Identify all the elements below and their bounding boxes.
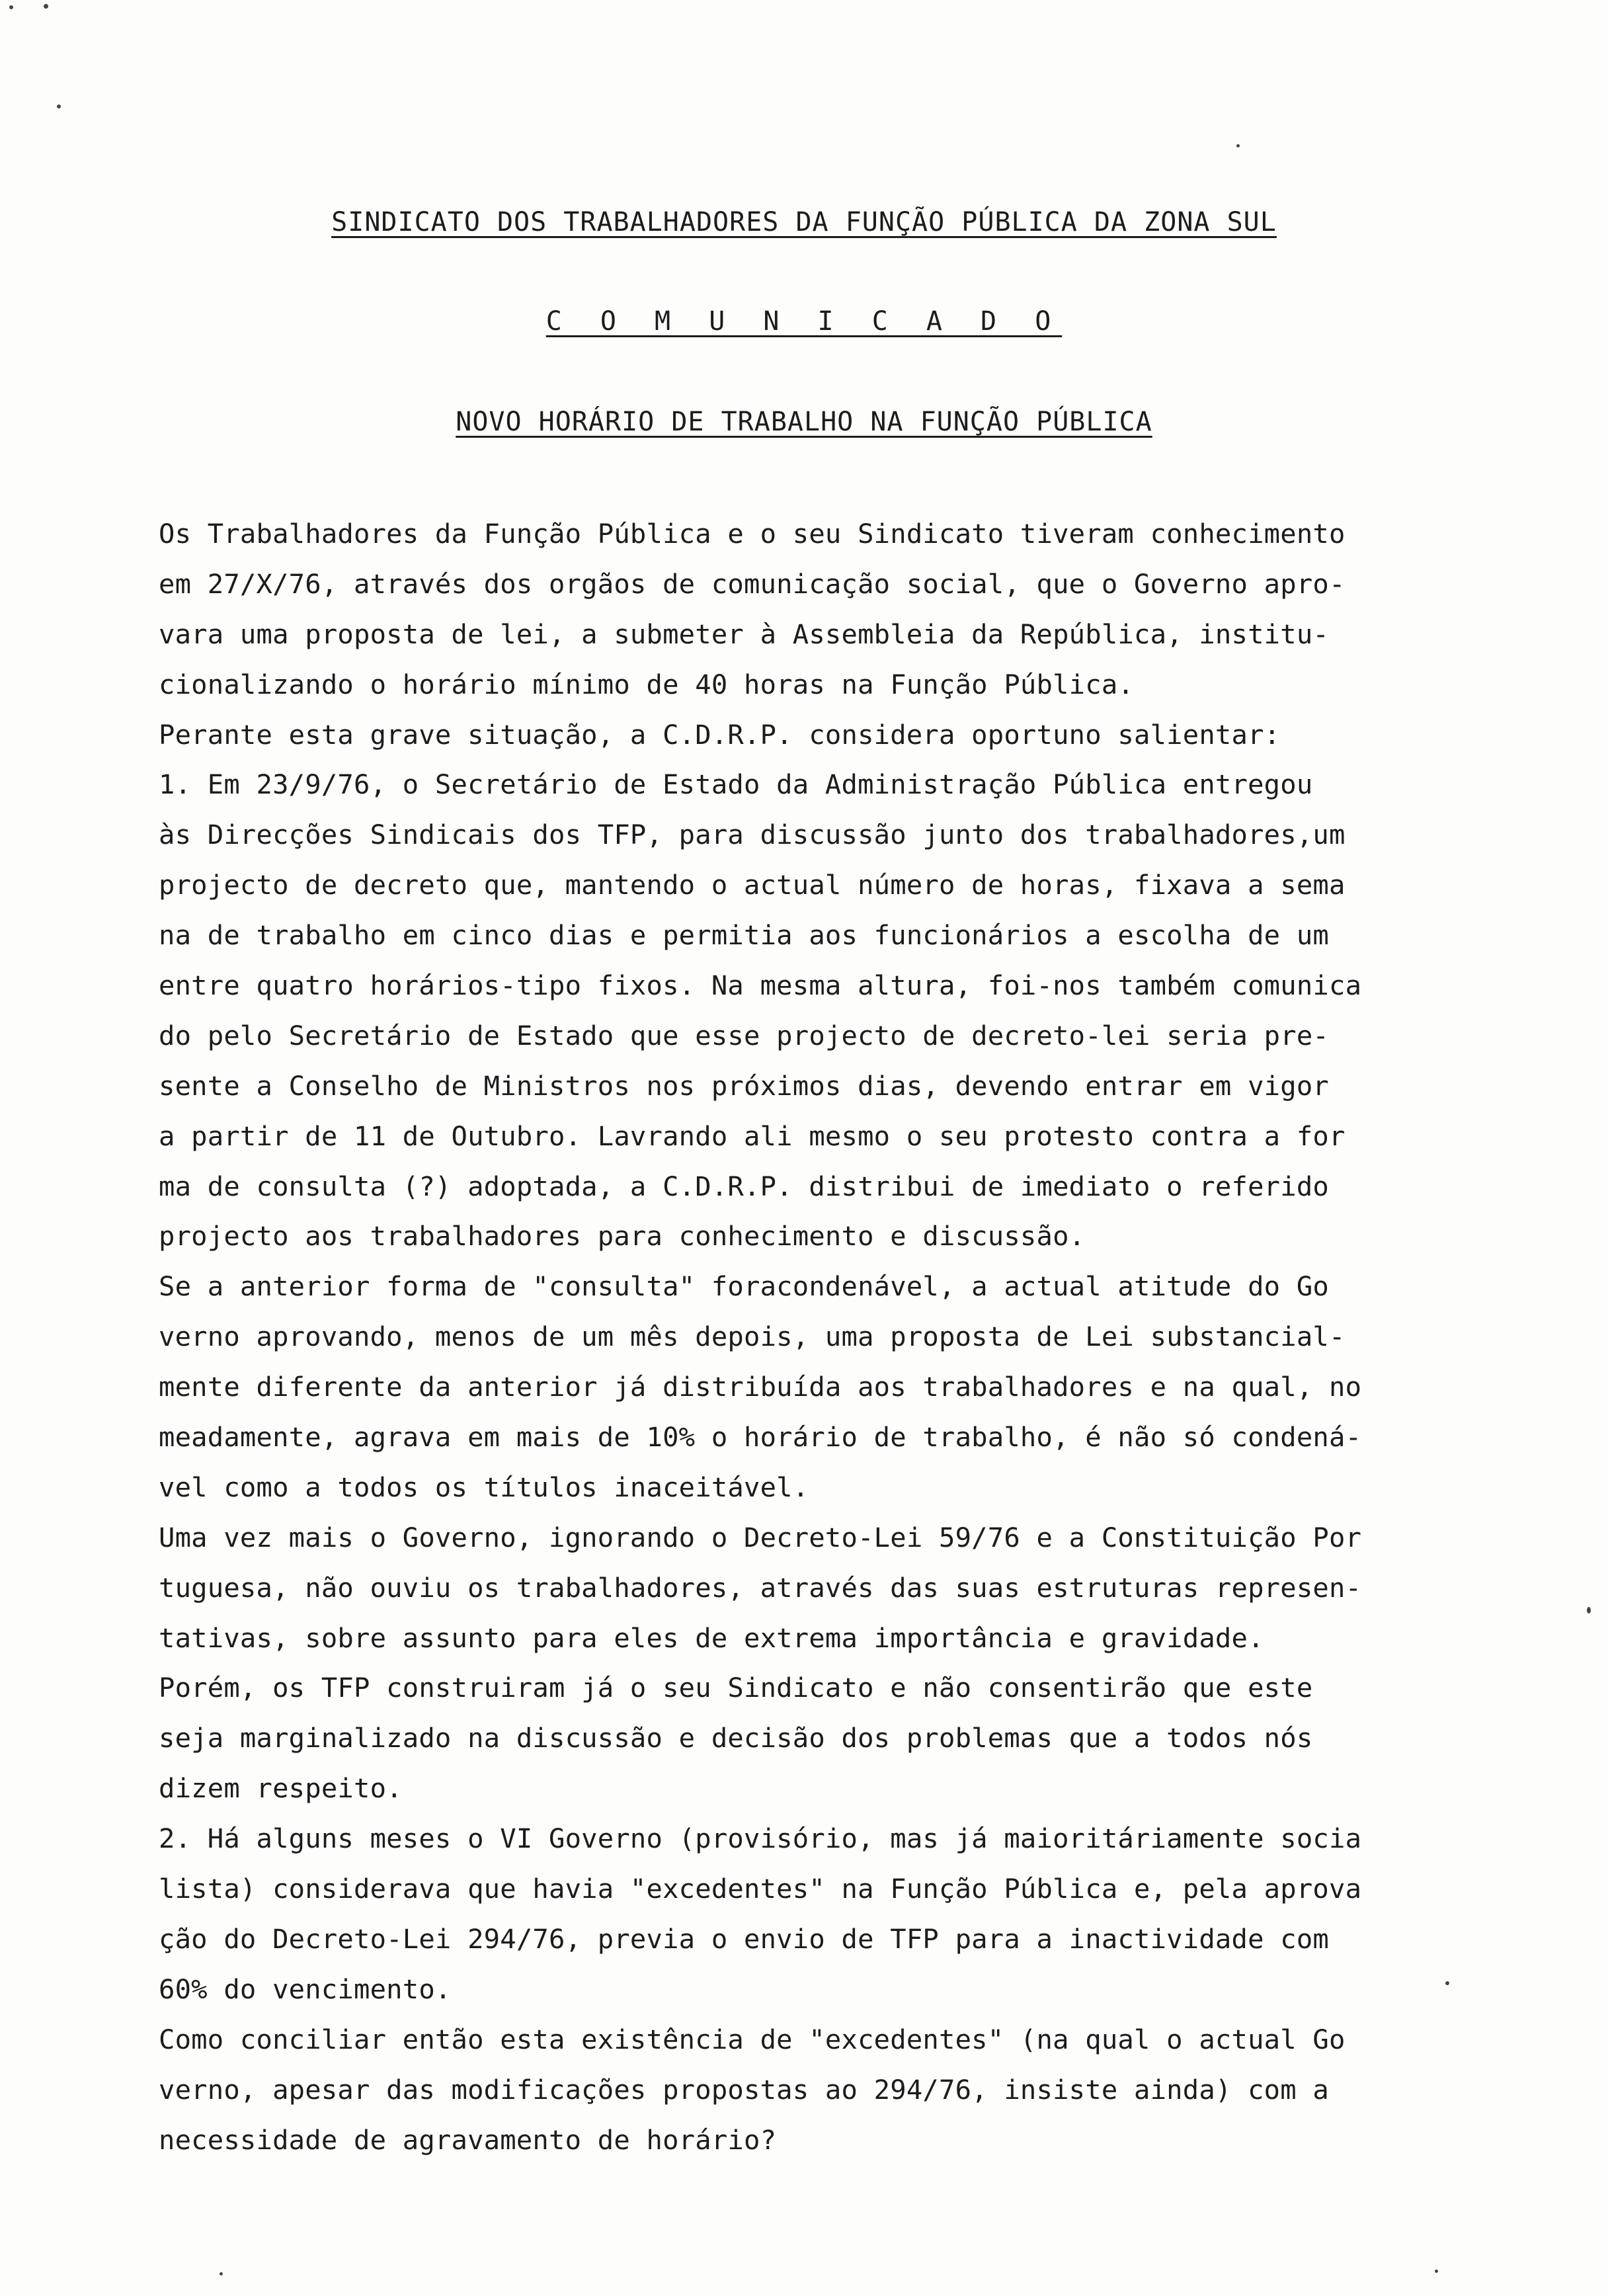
text-line: dizem respeito. bbox=[159, 1772, 403, 1805]
text-line: sente a Conselho de Ministros nos próximos dias, devendo entrar em vigor bbox=[159, 1069, 1329, 1102]
document-type-heading bbox=[0, 306, 1608, 337]
text-line: 60% do vencimento. bbox=[159, 1973, 452, 2005]
text-line: às Direcções Sindicais dos TFP, para discussão junto dos trabalhadores,um bbox=[159, 819, 1346, 851]
scan-speck bbox=[1445, 1981, 1449, 1985]
text-line: meadamente, agrava em mais de 10% o horário de trabalho, é não só condená- bbox=[159, 1421, 1362, 1454]
text-line: vel como a todos os títulos inaceitável. bbox=[159, 1471, 809, 1503]
union-heading bbox=[0, 206, 1608, 238]
text-line: Uma vez mais o Governo, ignorando o Decreto-Lei 59/76 e a Constituição Por bbox=[159, 1521, 1362, 1553]
text-line: verno, apesar das modificações propostas ao 294/76, insiste ainda) com a bbox=[159, 2073, 1329, 2106]
text-line: necessidade de agravamento de horário? bbox=[159, 2123, 777, 2156]
scan-speck bbox=[9, 5, 13, 9]
text-line: seja marginalizado na discussão e decisão dos problemas que a todos nós bbox=[159, 1722, 1313, 1754]
text-line: mente diferente da anterior já distribuída aos trabalhadores e na qual, no bbox=[159, 1371, 1362, 1403]
scan-speck bbox=[1587, 1607, 1591, 1614]
text-line: a partir de 11 de Outubro. Lavrando ali mesmo o seu protesto contra a for bbox=[159, 1120, 1346, 1152]
text-line: 1. Em 23/9/76, o Secretário de Estado da Administração Pública entregou bbox=[159, 768, 1313, 801]
document-type-text: C O M U N I C A D O bbox=[545, 306, 1063, 337]
text-line: projecto aos trabalhadores para conhecimento e discussão. bbox=[159, 1220, 1086, 1252]
text-line: 2. Há alguns meses o VI Governo (provisório, mas já maioritáriamente socia bbox=[159, 1823, 1362, 1855]
scan-speck bbox=[57, 104, 61, 108]
scan-speck bbox=[220, 2272, 223, 2276]
text-line: lista) considerava que havia "excedentes" na Função Pública e, pela aprova bbox=[159, 1873, 1362, 1905]
text-line: Se a anterior forma de "consulta" foracondenável, a actual atitude do Go bbox=[159, 1270, 1329, 1303]
text-line: ção do Decreto-Lei 294/76, previa o envio de TFP para a inactividade com bbox=[159, 1922, 1329, 1955]
scan-speck bbox=[1236, 144, 1240, 147]
body-text bbox=[159, 509, 1481, 2165]
text-line: na de trabalho em cinco dias e permitia aos funcionários a escolha de um bbox=[159, 919, 1329, 952]
text-line: vara uma proposta de lei, a submeter à Assembleia da República, institu- bbox=[159, 618, 1329, 650]
scan-speck bbox=[1435, 2270, 1438, 2273]
text-line: do pelo Secretário de Estado que esse projecto de decreto-lei seria pre- bbox=[159, 1019, 1329, 1051]
text-line: Como conciliar então esta existência de "excedentes" (na qual o actual Go bbox=[159, 2023, 1346, 2055]
text-line: cionalizando o horário mínimo de 40 horas na Função Pública. bbox=[159, 668, 1134, 700]
text-line: entre quatro horários-tipo fixos. Na mesma altura, foi-nos também comunica bbox=[159, 969, 1362, 1002]
text-line: em 27/X/76, através dos orgãos de comunicação social, que o Governo apro- bbox=[159, 567, 1346, 600]
text-line: Perante esta grave situação, a C.D.R.P. considera oportuno salientar: bbox=[159, 718, 1281, 751]
scan-speck bbox=[44, 4, 48, 9]
text-line: Os Trabalhadores da Função Pública e o seu Sindicato tiveram conhecimento bbox=[159, 518, 1346, 550]
subject-heading bbox=[0, 406, 1608, 438]
union-heading-text: SINDICATO DOS TRABALHADORES DA FUNÇÃO PÚBLICA DA ZONA SUL bbox=[331, 207, 1277, 237]
text-line: tuguesa, não ouviu os trabalhadores, através das suas estruturas represen- bbox=[159, 1571, 1362, 1604]
text-line: ma de consulta (?) adoptada, a C.D.R.P. distribui de imediato o referido bbox=[159, 1170, 1329, 1202]
text-line: projecto de decreto que, mantendo o actual número de horas, fixava a sema bbox=[159, 869, 1346, 901]
subject-heading-text: NOVO HORÁRIO DE TRABALHO NA FUNÇÃO PÚBLICA bbox=[456, 407, 1152, 437]
text-line: Porém, os TFP construiram já o seu Sindicato e não consentirão que este bbox=[159, 1672, 1313, 1704]
text-line: tativas, sobre assunto para eles de extrema importância e gravidade. bbox=[159, 1621, 1264, 1654]
text-line: verno aprovando, menos de um mês depois, uma proposta de Lei substancial- bbox=[159, 1321, 1346, 1353]
